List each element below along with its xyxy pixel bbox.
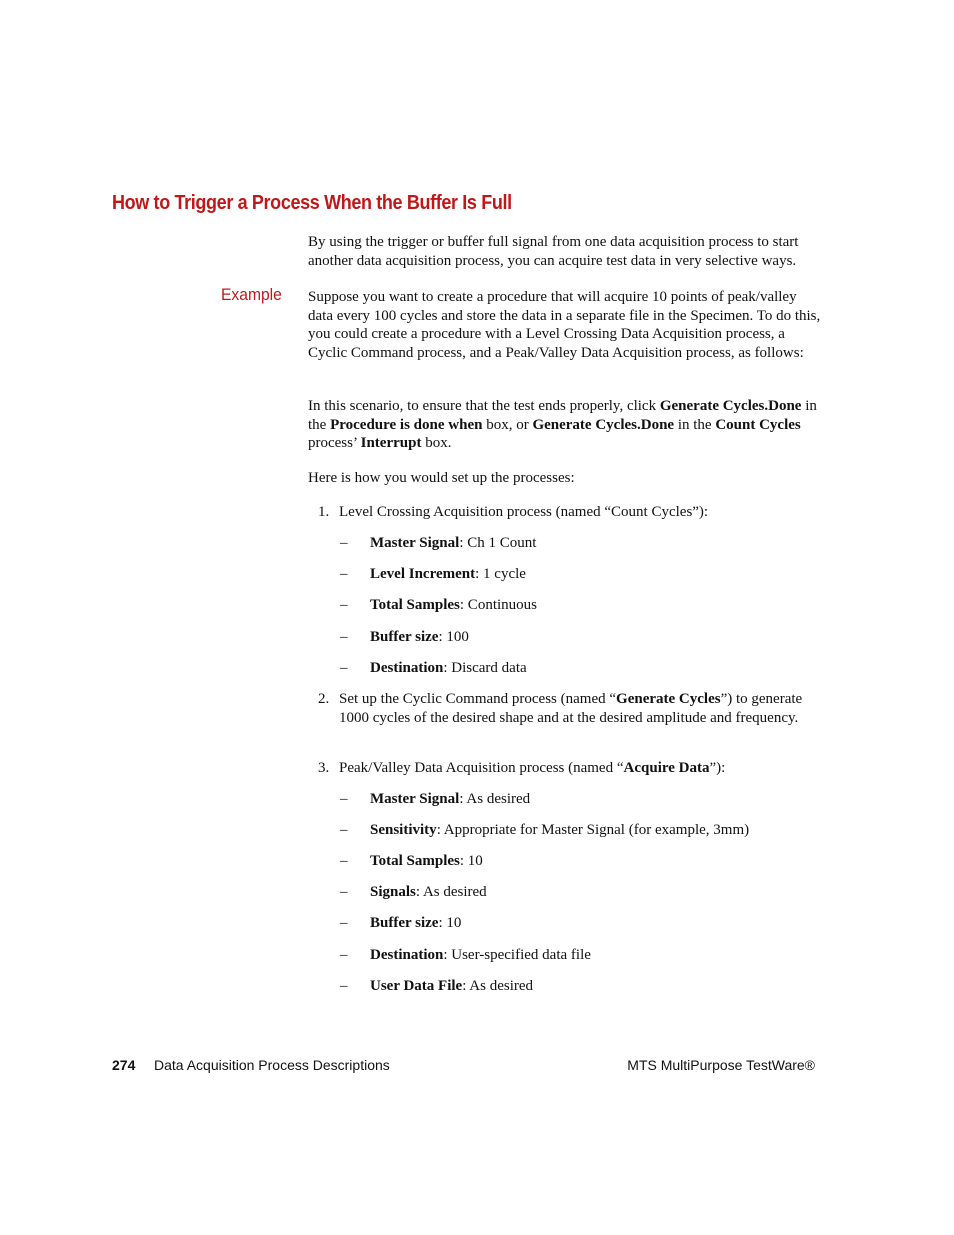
setup-intro-paragraph: Here is how you would set up the processes: (308, 470, 575, 486)
step-number: 2. (318, 691, 330, 707)
step-number: 1. (318, 504, 330, 520)
section-heading: How to Trigger a Process When the Buffer Is Full (112, 192, 512, 214)
intro-paragraph: By using the trigger or buffer full signal from one data acquisition process to start another data acquisition process, you can acquire test data in very selective ways. (308, 234, 799, 269)
step-text: Set up the Cyclic Command process (named “Generate Cycles”) to generate 1000 cycles of the desired shape and at the desired amplitude and frequency. (339, 691, 803, 726)
step-text: Level Crossing Acquisition process (named “Count Cycles”): (339, 504, 709, 520)
example-label: Example (221, 285, 282, 304)
footer-product-name: MTS MultiPurpose TestWare® (627, 1057, 815, 1073)
example-paragraph: Suppose you want to create a procedure that will acquire 10 points of peak/valley data every 100 cycles and store the data in a separate file in the Specimen. To do this, you could create a procedure with a Level Crossing Data Acquisition process, a Cyclic Command process, and a Peak/Valley Data Acquisition process, as follows: (308, 289, 821, 362)
step-number: 3. (318, 760, 330, 776)
footer-section-title: Data Acquisition Process Descriptions (154, 1057, 390, 1073)
page-number: 274 (112, 1057, 136, 1073)
step-text: Peak/Valley Data Acquisition process (named “Acquire Data”): (339, 760, 726, 776)
scenario-paragraph: In this scenario, to ensure that the test ends properly, click Generate Cycles.Done in the Procedure is done when box, or Generate Cycles.Done in the Count Cycles process’ Interrupt box. (308, 398, 817, 452)
